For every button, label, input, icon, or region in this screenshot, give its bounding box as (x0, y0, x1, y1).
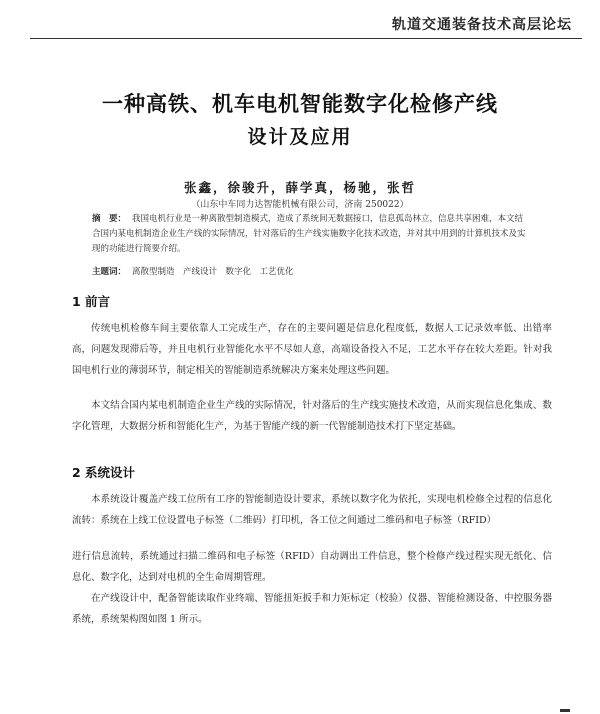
abstract (92, 212, 530, 257)
page-header (0, 0, 600, 38)
section-2-paragraph-1 (72, 489, 552, 531)
paragraph-text: 传统电机检修车间主要依靠人工完成生产，存在的主要问题是信息化程度低，数据人工记录效率低、出错率高，问题发现滞后等，并且电机行业智能化水平不尽如人意，高端设备投入不足，工艺水平存在较大差距。针对我国电机行业的薄弱环节，制定相关的智能制造系统解决方案来处理这些问题。 (72, 323, 552, 376)
paragraph-text: 在产线设计中，配备智能读取作业终端、智能扭矩扳手和力矩标定（校验）仪器、智能检测设备、中控服务器系统，系统架构图如图 1 所示。 (72, 593, 552, 625)
section-1-paragraph-2 (72, 395, 552, 437)
paragraph-text: 进行信息流转，系统通过扫描二维码和电子标签（RFID）自动调出工件信息，整个检修产线过程实现无纸化、信息化、数字化，达到对电机的全生命周期管理。 (72, 551, 552, 583)
abstract-label: 摘 要： (92, 214, 127, 224)
paragraph-text: 本系统设计覆盖产线工位所有工序的智能制造设计要求，系统以数字化为依托，实现电机检修全过程的信息化流转：系统在上线工位设置电子标签（二维码）打印机，各工位之间通过二维码和电子标签（RFID） (72, 494, 552, 526)
header-divider (30, 38, 582, 39)
author-list: 张鑫，徐骏升，薛学真，杨驰，张哲 (183, 180, 416, 195)
keywords (92, 265, 530, 277)
paragraph-text: 本文结合国内某电机制造企业生产线的实际情况，针对落后的生产线实施技术改造，从而实现信息化集成、数字化管理，大数据分析和智能化生产，为基于智能产线的新一代智能制造技术打下坚定基础。 (72, 400, 552, 432)
keywords-label: 主题词： (92, 267, 127, 277)
paper-title-line-2: 设计及应用 (247, 126, 353, 148)
section-2-paragraph-2 (72, 546, 552, 588)
section-2-heading: 2 系统设计 (72, 465, 136, 480)
section-2-paragraph-3 (72, 588, 552, 630)
section-1-heading: 1 前言 (72, 294, 111, 309)
page-corner-mark (560, 709, 570, 712)
conference-title: 轨道交通装备技术高层论坛 (392, 17, 572, 33)
abstract-text: 我国电机行业是一种离散型制造模式，造成了系统间无数据接口，信息孤岛林立，信息共享困难，本文结合国内某电机制造企业生产线的实际情况，针对落后的生产线实施数字化技术改造，并对其中用到的计算机技术及实现的功能进行简要介绍。 (92, 214, 526, 254)
paper-title-line-1: 一种高铁、机车电机智能数字化检修产线 (102, 92, 498, 116)
section-1-paragraph-1 (72, 318, 552, 381)
keywords-text: 离散型制造 产线设计 数字化 工艺优化 (132, 267, 294, 277)
affiliation: （山东中车同力达智能机械有限公司，济南 250022） (191, 200, 409, 210)
